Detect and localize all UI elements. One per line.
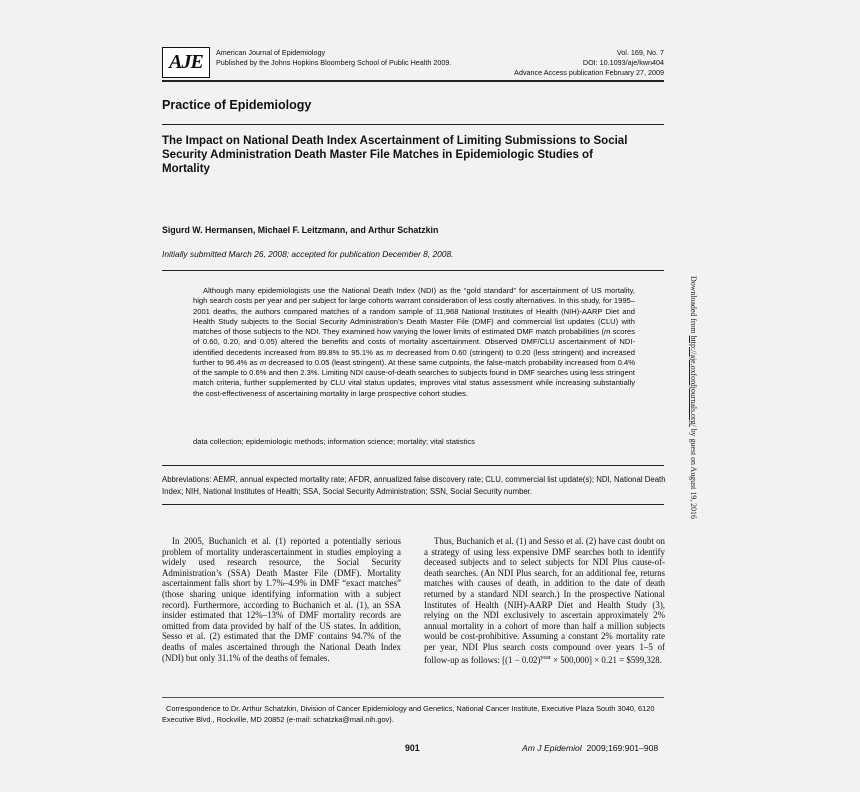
section-heading: Practice of Epidemiology: [162, 98, 312, 112]
abstract-part: decreased to 0.05 (least stringent). At these same cutpoints, the false-match probability increased from 0.4% of the sample to 0.6% and then 2.3%. Limiting NDI cause-of-death searches to subjects found in DMF searches using less stringent match criteria, further supplemented by CLU vital status updates, improves vital status assessment while increasing substantially the cost-effectiveness of ascertaining mortality in large prospective cohort studies.: [193, 357, 635, 398]
abstract: [193, 286, 635, 399]
journal-info: [216, 48, 451, 68]
journal-name: American Journal of Epidemiology: [216, 48, 326, 57]
journal-logo: [162, 47, 210, 78]
abstract-part: decreased from 0.60 (stringent) to 0.20 (less stringent) and increased further to 96.4% as: [193, 347, 635, 367]
abbreviations: Abbreviations: AEMR, annual expected mortality rate; AFDR, annualized false discovery rate; CLU, commercial list update(s); NDI, National Death Index; NIH, National Institutes of Health; SSA, Social Security Administration; SSN, Social Security number.: [162, 475, 666, 496]
download-link[interactable]: http://aje.oxfordjournals.org/: [689, 335, 698, 427]
citation: 2009;169:901–908: [586, 743, 659, 753]
abbrev-top-rule: [162, 465, 664, 466]
volume: Vol. 169, No. 7: [616, 48, 664, 57]
download-suffix: by guest on August 19, 2016: [689, 426, 698, 519]
doi: DOI: 10.1093/aje/kwn404: [582, 58, 664, 67]
download-notice: [689, 276, 698, 519]
journal-citation: [522, 743, 658, 753]
journal-short: Am J Epidemiol: [522, 743, 582, 753]
page-number: 901: [405, 743, 420, 753]
m-score: m: [604, 327, 611, 336]
authors: Sigurd W. Hermansen, Michael F. Leitzmann, and Arthur Schatzkin: [162, 225, 439, 235]
m-score: m: [386, 347, 393, 357]
publisher: Published by the Johns Hopkins Bloomberg School of Public Health 2009.: [216, 58, 452, 67]
keywords: data collection; epidemiologic methods; information science; mortality; vital statistics: [193, 437, 475, 446]
advance-access: Advance Access publication February 27, 2009: [514, 68, 664, 77]
abstract-top-rule: [162, 270, 664, 271]
article-meta: [514, 48, 664, 78]
body-text: Thus, Buchanich et al. (1) and Sesso et al. (2) have cast doubt on a strategy of using less expensive DMF searches both to identify deceased subjects and to select subjects for NDI Plus cause-of-death searches. (An NDI Plus search, for an additional fee, returns matches with causes of death, in addition to the date of death returned by a standard NDI search.) In the prospective National Institutes of Health (NIH)-AARP Diet and Health Study (3), relying on the NDI exclusively to ascertain approximately 2% annual mortality in a cohort of more than half a million subjects would be cost-prohibitive. Assuming a constant 2% mortality rate per year, NDI Plus search costs compound over years 1–5 of follow-up as follows: [(1 − 0.02): [424, 536, 665, 665]
body-column-right: [424, 536, 665, 665]
superscript: year: [540, 654, 551, 661]
submission-dates: Initially submitted March 26, 2008; accepted for publication December 8, 2008.: [162, 249, 454, 259]
section-rule: [162, 124, 664, 125]
header-rule: [162, 80, 664, 82]
body-text-end: × 500,000] × 0.21 = $599,328.: [550, 654, 662, 665]
download-prefix: Downloaded from: [689, 276, 698, 336]
abstract-part: Although many epidemiologists use the National Death Index (NDI) as the “gold standard” for ascertainment of US mortality, high search costs per year and per subject for large cohorts warrant consideration of less costly alternatives. In this study, for 1995–2001 deaths, the authors compared matches of a random sample of 11,968 National Institutes of Health (NIH)-AARP Diet and Health Study subjects to the Social Security Administration’s Death Master File (DMF) and commercial list updates (CLU) with matches of those subjects to the NDI. They examined how varying the lower limits of estimated DMF match probabilities (: [193, 286, 635, 336]
article-title: The Impact on National Death Index Ascertainment of Limiting Submissions to Social Security Administration Death Master File Matches in Epidemiologic Studies of Mortality: [162, 135, 628, 175]
logo-text: AJE: [169, 51, 203, 73]
abstract-part: scores of 0.60, 0.20, and 0.05) altered the benefits and costs of mortality ascertainment. Observed DMF/CLU ascertainment of NDI-identified decedents increased from 89.8% to 95.1% as: [193, 327, 636, 357]
footnote-rule: [162, 697, 664, 698]
correspondence: Correspondence to Dr. Arthur Schatzkin, Division of Cancer Epidemiology and Genetics, National Cancer Institute, Executive Plaza South 3040, 6120 Executive Blvd., Rockville, MD 20852 (e-mail: schatzka@mail.nih.gov).: [162, 704, 655, 724]
body-column-left: In 2005, Buchanich et al. (1) reported a potentially serious problem of mortality underascertainment in studies employing a widely used research resource, the Social Security Administration’s (SSA) Death Master File (DMF). Mortality ascertainment falls short by 1.7%–4.9% in DMF “exact matches” (those sharing unique identifying information with a subject record). Furthermore, according to Buchanich et al. (1), an SSA insider estimated that 12%–13% of DMF mortality records are omitted from data provided by half of the US states. In addition, Sesso et al. (2) estimated that the DMF contains 94.7% of the deaths of males ascertained through the National Death Index (NDI) but only 31.1% of the deaths of females.: [162, 536, 401, 663]
abbrev-bottom-rule: [162, 504, 664, 505]
m-score: m: [259, 357, 267, 367]
